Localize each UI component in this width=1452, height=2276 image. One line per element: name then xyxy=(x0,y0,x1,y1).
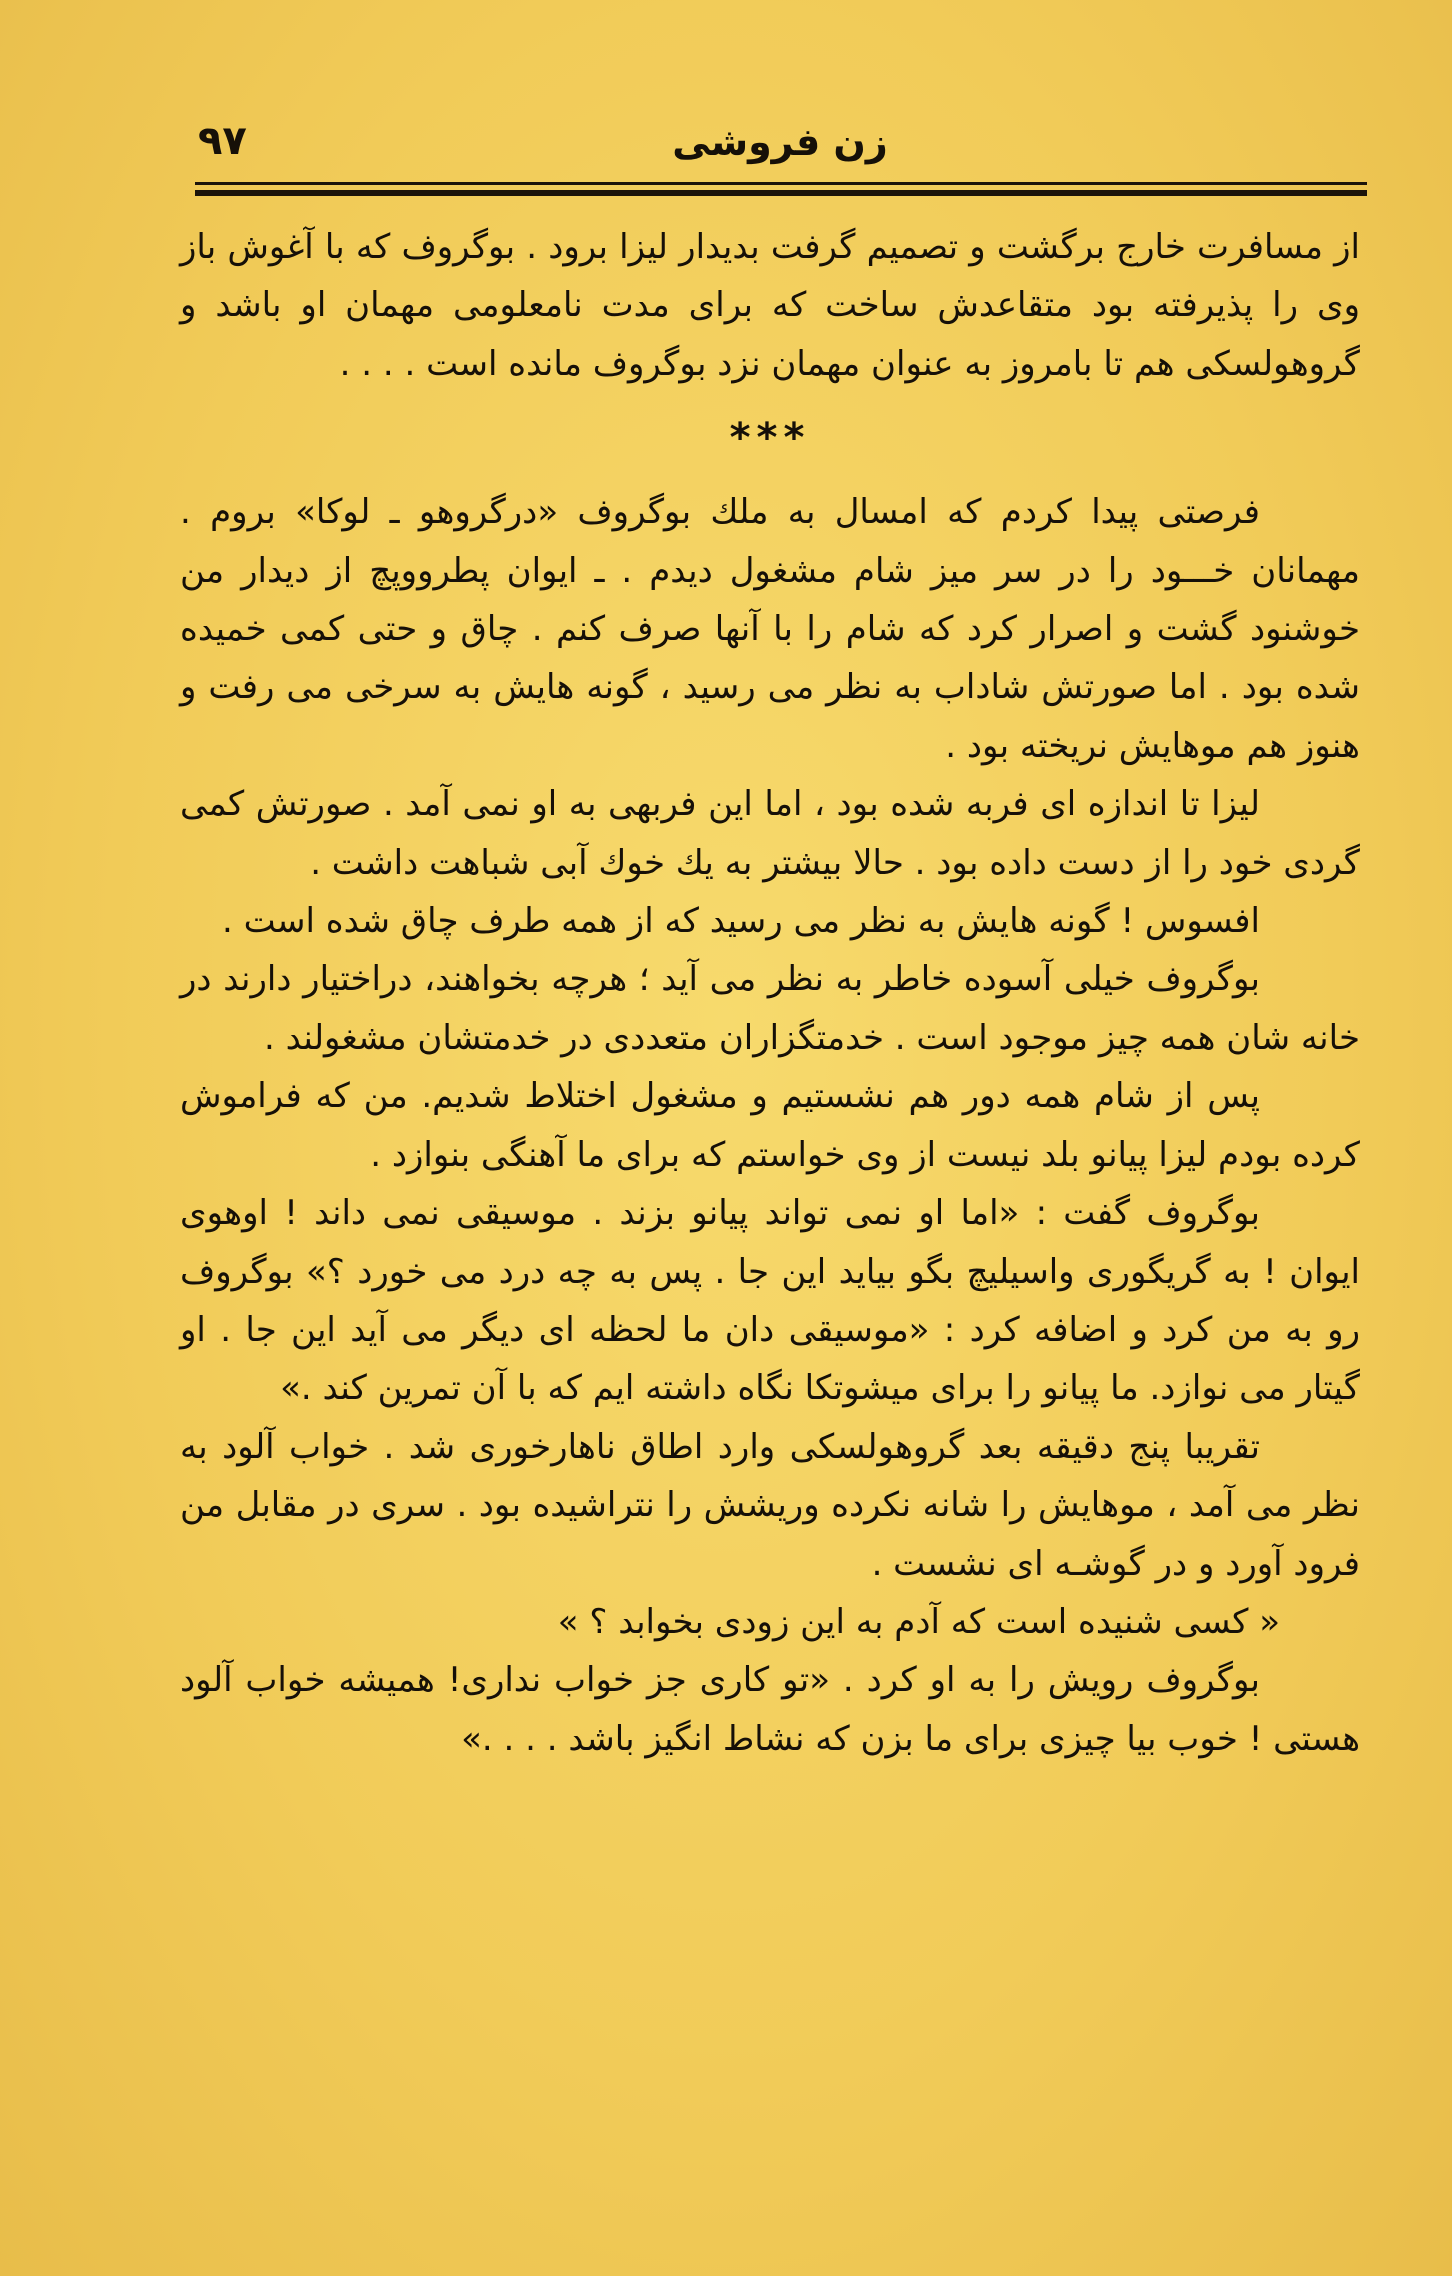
paragraph: بوگروف گفت : «اما او نمی تواند پیانو بزند . موسیقی نمی داند ! اوهوی ایوان ! به گریگوری واسیلیچ بگو بیاید این جا . پس به چه درد می خورد ؟» بوگروف رو به من کرد و اضافه کرد : «موسیقی دان ما لحظه ای دیگر می آید این جا . او گیتار می نوازد. ما پیانو را برای میشوتکا نگاه داشته ایم که با آن تمرین کند .» xyxy=(180,1193,1360,1409)
paragraph: پس از شام همه دور هم نشستیم و مشغول اختلاط شدیم. من که فراموش کرده بودم لیزا پیانو بلد نیست از وی خواستم که برای ما آهنگی بنوازد . xyxy=(180,1076,1360,1175)
paragraph: افسوس ! گونه هایش به نظر می رسید که از همه طرف چاق شده است . xyxy=(222,901,1260,942)
running-title: زن فروشی xyxy=(672,120,888,164)
header-rule-thin xyxy=(195,182,1367,185)
paragraph: تقریبا پنج دقیقه بعد گروهولسکی وارد اطاق ناهارخوری شد . خواب آلود به نظر می آمد ، موهایش را شانه نکرده وریشش را نتراشیده بود . سری در مقابل من فرود آورد و در گوشـه ای نشست . xyxy=(180,1426,1360,1584)
paragraph: بوگروف رویش را به او کرد . «تو کاری جز خواب نداری! همیشه خواب آلود هستی ! خوب بیا چیزی برای ما بزن که نشاط انگیز باشد . . . .» xyxy=(180,1660,1360,1759)
header-rule-thick xyxy=(195,190,1367,196)
quoted-line: « کسی شنیده است که آدم به این زودی بخوابد ؟ » xyxy=(557,1601,1280,1642)
paragraph: لیزا تا اندازه ای فربه شده بود ، اما این فربهی به او نمی آمد . صورتش کمی گردی خود را از دست داده بود . حالا بیشتر به یك خوك آبی شباهت داشت . xyxy=(180,784,1360,883)
paragraph: بوگروف خیلی آسوده خاطر به نظر می آید ؛ هرچه بخواهند، دراختیار دارند در خانه شان همه چیز موجود است . خدمتگزاران متعددی در خدمتشان مشغولند . xyxy=(180,959,1360,1058)
page-header xyxy=(190,110,1370,180)
body-text xyxy=(180,218,1360,1768)
paragraph: از مسافرت خارج برگشت و تصمیم گرفت بدیدار لیزا برود . بوگروف که با آغوش باز وی را پذیرفته بود متقاعدش ساخت که برای مدت نامعلومی مهمان او باشد و گروهولسکی هم تا بامروز به عنوان مهمان نزد بوگروف مانده است . . . . xyxy=(180,227,1360,384)
paragraph: فرصتی پیدا کردم که امسال به ملك بوگروف «درگروهو ـ لوکا» بروم . مهمانان خـــود را در سر میز شام مشغول دیدم . ـ ایوان پطرووپچ از دیدار من خوشنود گشت و اصرار کرد که شام را با آنها صرف کنم . چاق و حتی کمی خمیده شده بود . اما صورتش شاداب به نظر می رسید ، گونه هایش به سرخی می رفت و هنوز هم موهایش نریخته بود . xyxy=(180,492,1360,766)
page-number: ۹۷ xyxy=(198,118,247,164)
section-separator: *** xyxy=(729,415,811,462)
